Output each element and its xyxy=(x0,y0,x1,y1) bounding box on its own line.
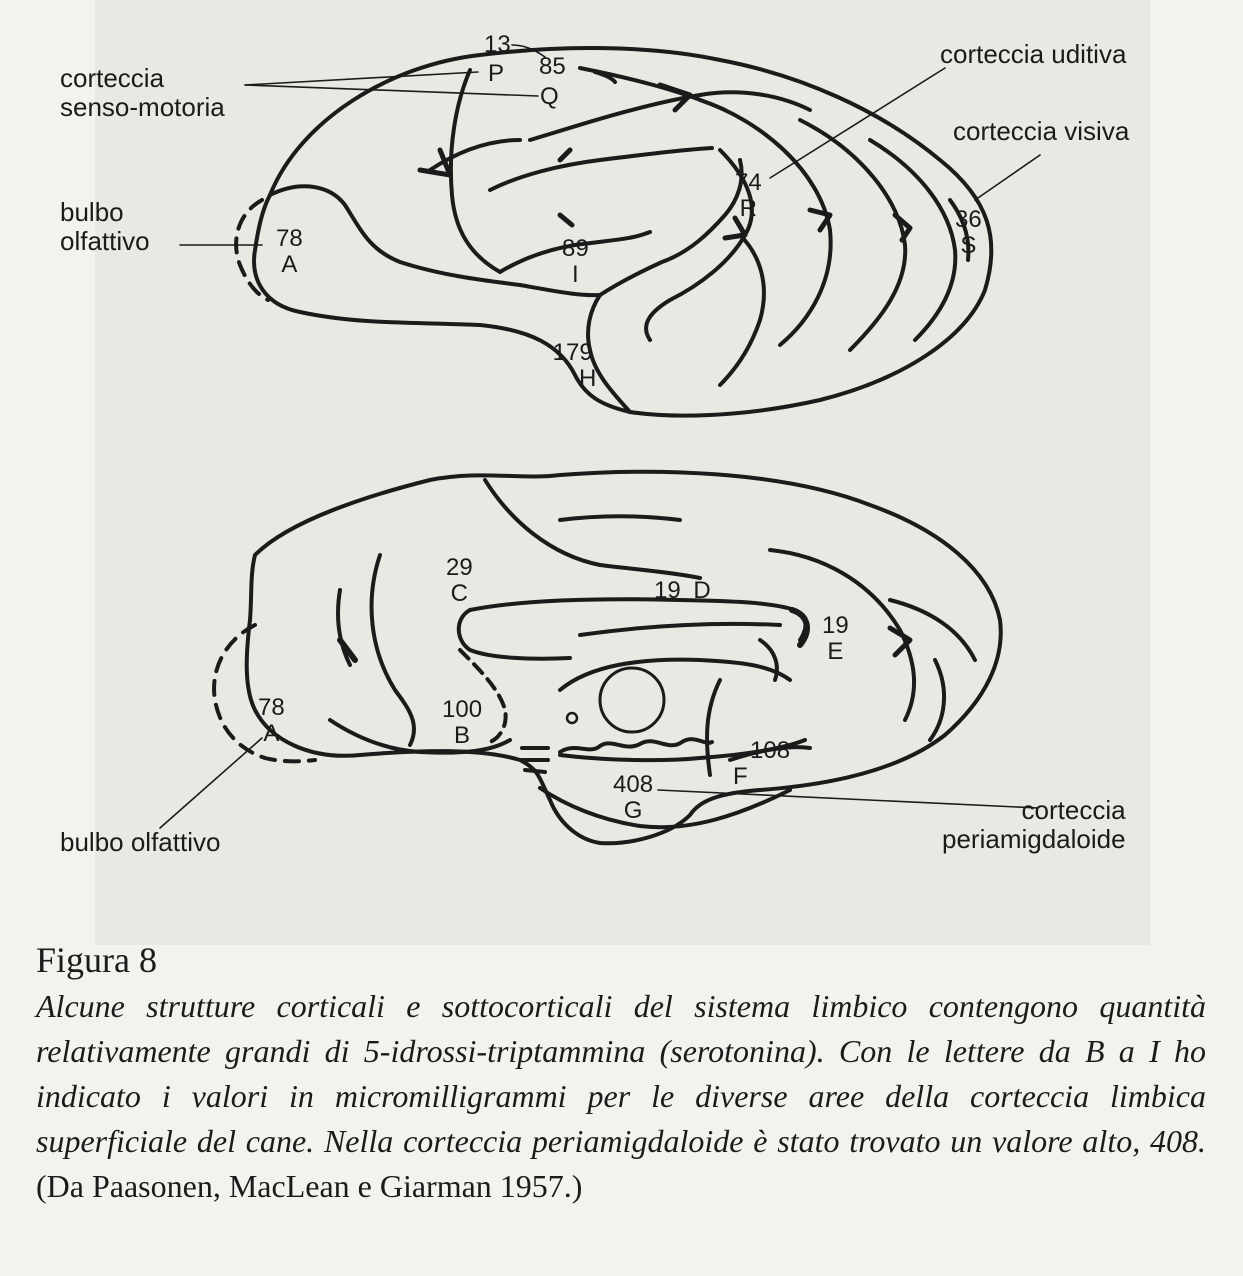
area-bottom-B-letter: B xyxy=(454,722,471,749)
area-top-H-letter: H xyxy=(579,365,597,392)
figure-title: Figura 8 xyxy=(36,940,157,980)
bottom-splenial-2 xyxy=(890,600,975,660)
area-top-R-letter: R xyxy=(739,195,758,222)
top-brain-outline xyxy=(254,48,991,416)
label-bottom-olfactory-bulb: bulbo olfattivo xyxy=(60,827,221,857)
area-top-I-value: 89 xyxy=(562,235,589,262)
area-bottom-D xyxy=(654,576,711,605)
area-top-A-value: 78 xyxy=(276,225,303,252)
label-top-olfactory-line1: bulbo xyxy=(60,197,124,227)
area-top-H-value: 179 xyxy=(552,339,593,366)
area-top-S xyxy=(955,207,982,259)
area-bottom-E-value: 19 xyxy=(822,612,849,639)
bottom-thalamus-outer xyxy=(560,660,790,690)
area-bottom-C xyxy=(446,555,473,607)
area-top-I xyxy=(562,236,589,288)
area-bottom-C-letter: C xyxy=(450,580,469,607)
label-top-olfactory-line2: olfattivo xyxy=(60,226,150,256)
label-top-olfactory-bulb xyxy=(60,198,150,256)
area-bottom-G-value: 408 xyxy=(613,771,654,798)
area-top-A xyxy=(276,226,303,278)
area-top-Q-letter: Q xyxy=(540,83,559,110)
top-junction-6 xyxy=(560,215,572,225)
area-top-R-value: 74 xyxy=(735,169,762,196)
label-visual-cortex: corteccia visiva xyxy=(953,116,1130,146)
bottom-posterior-3 xyxy=(930,660,944,740)
top-gyrus-2 xyxy=(490,148,712,190)
bottom-anterior-1 xyxy=(372,555,414,745)
label-periamygdaloid-line1: corteccia xyxy=(1021,795,1126,825)
top-junction-1 xyxy=(420,150,450,175)
area-bottom-B-value: 100 xyxy=(442,696,483,723)
area-bottom-C-value: 29 xyxy=(446,554,473,581)
area-bottom-F-letter: F xyxy=(733,763,748,790)
bottom-thalamus-circle xyxy=(600,668,664,732)
area-top-H xyxy=(549,340,596,392)
area-top-R xyxy=(735,170,762,222)
area-bottom-A-value: 78 xyxy=(258,694,285,721)
top-junction-7 xyxy=(560,150,570,160)
area-top-P-letter: P xyxy=(488,60,505,87)
area-bottom-F-value: 108 xyxy=(750,737,791,764)
area-bottom-A xyxy=(258,695,285,747)
area-top-85-value: 85 xyxy=(539,53,566,80)
top-rhinal-boundary xyxy=(270,186,600,295)
area-top-S-letter: S xyxy=(960,232,977,259)
caption-source-text: (Da Paasonen, MacLean e Giarman 1957.) xyxy=(36,1168,583,1204)
label-sensorimotor-line1: corteccia xyxy=(60,63,165,93)
label-periamygdaloid-cortex xyxy=(942,796,1126,854)
bottom-callosal-inner xyxy=(459,610,570,659)
caption-italic-text: Alcune strutture corticali e sottocorticali del sistema limbico contengono quantità relativamente grandi di 5-idrossi-triptammina (serotonina). Con le lettere da B a I ho indicato i valori in micromilligrammi per le diverse aree della corteccia limbica superficiale del cane. Nella corteccia periamigdaloide è stato trovato un valore alto, 408. xyxy=(36,988,1206,1159)
label-periamygdaloid-line2: periamigdaloide xyxy=(942,824,1126,854)
label-auditory-cortex: corteccia uditiva xyxy=(940,39,1127,69)
bottom-callosal-line xyxy=(580,624,780,635)
top-cruciate-sulcus xyxy=(451,70,500,272)
area-top-S-value: 36 xyxy=(955,206,982,233)
leader-visual xyxy=(975,155,1040,200)
top-brain-lateral-view xyxy=(236,48,991,416)
bottom-corpus-callosum xyxy=(470,599,805,640)
bottom-brain-medial-view xyxy=(214,472,1001,843)
top-gyrus-3 xyxy=(530,92,810,140)
bottom-fornix xyxy=(707,680,720,775)
top-junction-2 xyxy=(660,85,690,110)
figure-caption xyxy=(36,984,1206,1209)
area-top-I-letter: I xyxy=(572,261,579,288)
label-sensorimotor xyxy=(60,64,225,122)
area-bottom-E xyxy=(822,613,849,665)
bottom-cingulate-upper xyxy=(485,480,700,578)
area-top-13-value: 13 xyxy=(484,31,511,58)
area-top-A-letter: A xyxy=(281,251,298,278)
area-bottom-G xyxy=(613,772,653,824)
area-bottom-D-value: 19 xyxy=(654,577,681,604)
area-bottom-A-letter: A xyxy=(263,720,280,747)
bottom-small-circle xyxy=(567,713,577,723)
label-sensorimotor-line2: senso-motoria xyxy=(60,92,225,122)
top-junction-4 xyxy=(810,210,830,230)
bottom-hippocampal-gyrus xyxy=(560,739,712,752)
leader-bottom-olfactory xyxy=(160,738,262,828)
area-bottom-B xyxy=(442,697,482,749)
top-sylvian-sulcus xyxy=(600,160,742,295)
area-bottom-E-letter: E xyxy=(827,638,844,665)
leader-sensorimotor-P xyxy=(245,72,478,85)
area-bottom-D-letter: D xyxy=(693,577,711,604)
bottom-front-boundary xyxy=(330,720,510,753)
area-bottom-G-letter: G xyxy=(623,797,643,824)
bottom-posterior-4 xyxy=(760,640,777,680)
bottom-top-gyrus xyxy=(560,516,680,520)
